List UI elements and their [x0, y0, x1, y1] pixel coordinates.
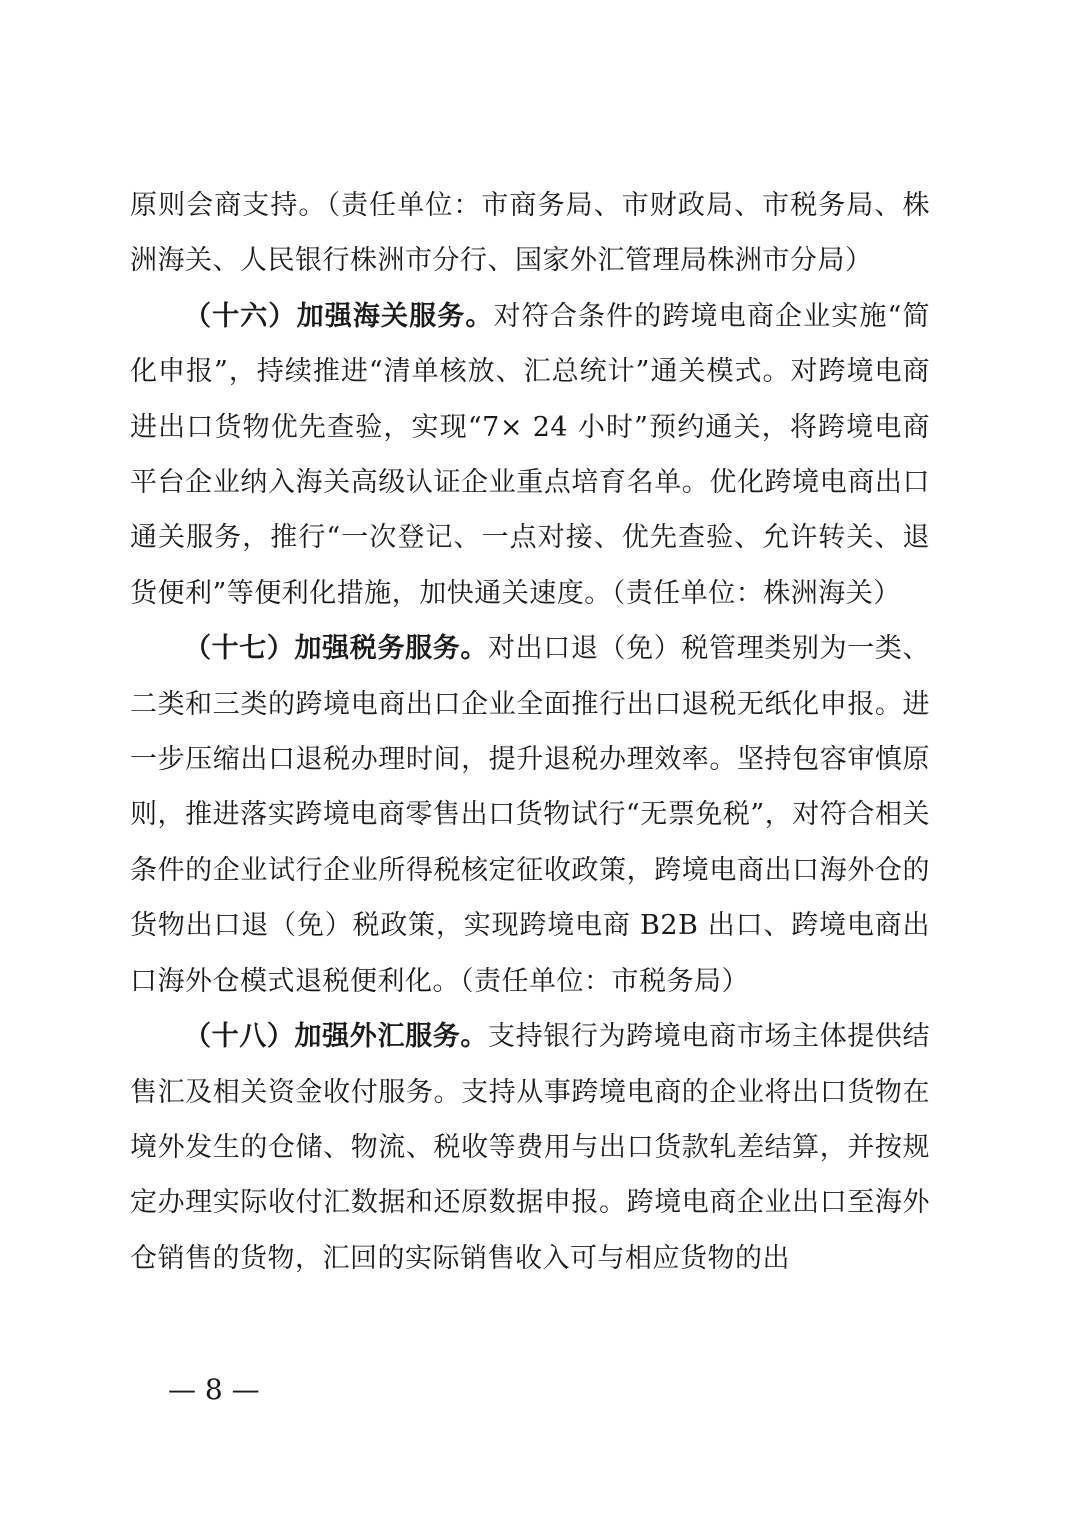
paragraph-lead: （十八）加强外汇服务。: [184, 1021, 488, 1053]
paragraph-body: 对符合条件的跨境电商企业实施“简化申报”，持续推进“清单核放、汇总统计”通关模式。对跨境电商进出口货物优先查验，实现“7× 24 小时”预约通关，将跨境电商平台企业纳入海关高级认证企业重点培育名单。优化跨境电商出口通关服务，推行“一次登记、一点对接、优先查验、允许转关、退货便利”等便利化措施，加快通关速度。（责任单位：株洲海关）: [130, 300, 930, 609]
paragraph-lead: （十七）加强税务服务。: [184, 633, 488, 665]
paragraph-body: 对出口退（免）税管理类别为一类、二类和三类的跨境电商出口企业全面推行出口退税无纸化申报。进一步压缩出口退税办理时间，提升退税办理效率。坚持包容审慎原则，推进落实跨境电商零售出口货物试行“无票免税”，对符合相关条件的企业试行企业所得税核定征收政策，跨境电商出口海外仓的货物出口退（免）税政策，实现跨境电商 B2B 出口、跨境电商出口海外仓模式退税便利化。（责任单位：市税务局）: [130, 633, 931, 997]
paragraph-tax-service: [130, 621, 930, 1009]
page-number: — 8 —: [168, 1373, 260, 1406]
paragraph-continuation: [130, 178, 930, 289]
paragraph-lead: （十六）加强海关服务。: [184, 300, 494, 332]
body-text: [130, 178, 930, 1286]
paragraph-customs-service: [130, 289, 930, 621]
paragraph-body: 原则会商支持。（责任单位：市商务局、市财政局、市税务局、株洲海关、人民银行株洲市分行、国家外汇管理局株洲市分局）: [130, 190, 930, 277]
paragraph-body: 支持银行为跨境电商市场主体提供结售汇及相关资金收付服务。支持从事跨境电商的企业将出口货物在境外发生的仓储、物流、税收等费用与出口货款轧差结算，并按规定办理实际收付汇数据和还原数据申报。跨境电商企业出口至海外仓销售的货物，汇回的实际销售收入可与相应货物的出: [130, 1021, 931, 1274]
paragraph-forex-service: [130, 1009, 930, 1286]
